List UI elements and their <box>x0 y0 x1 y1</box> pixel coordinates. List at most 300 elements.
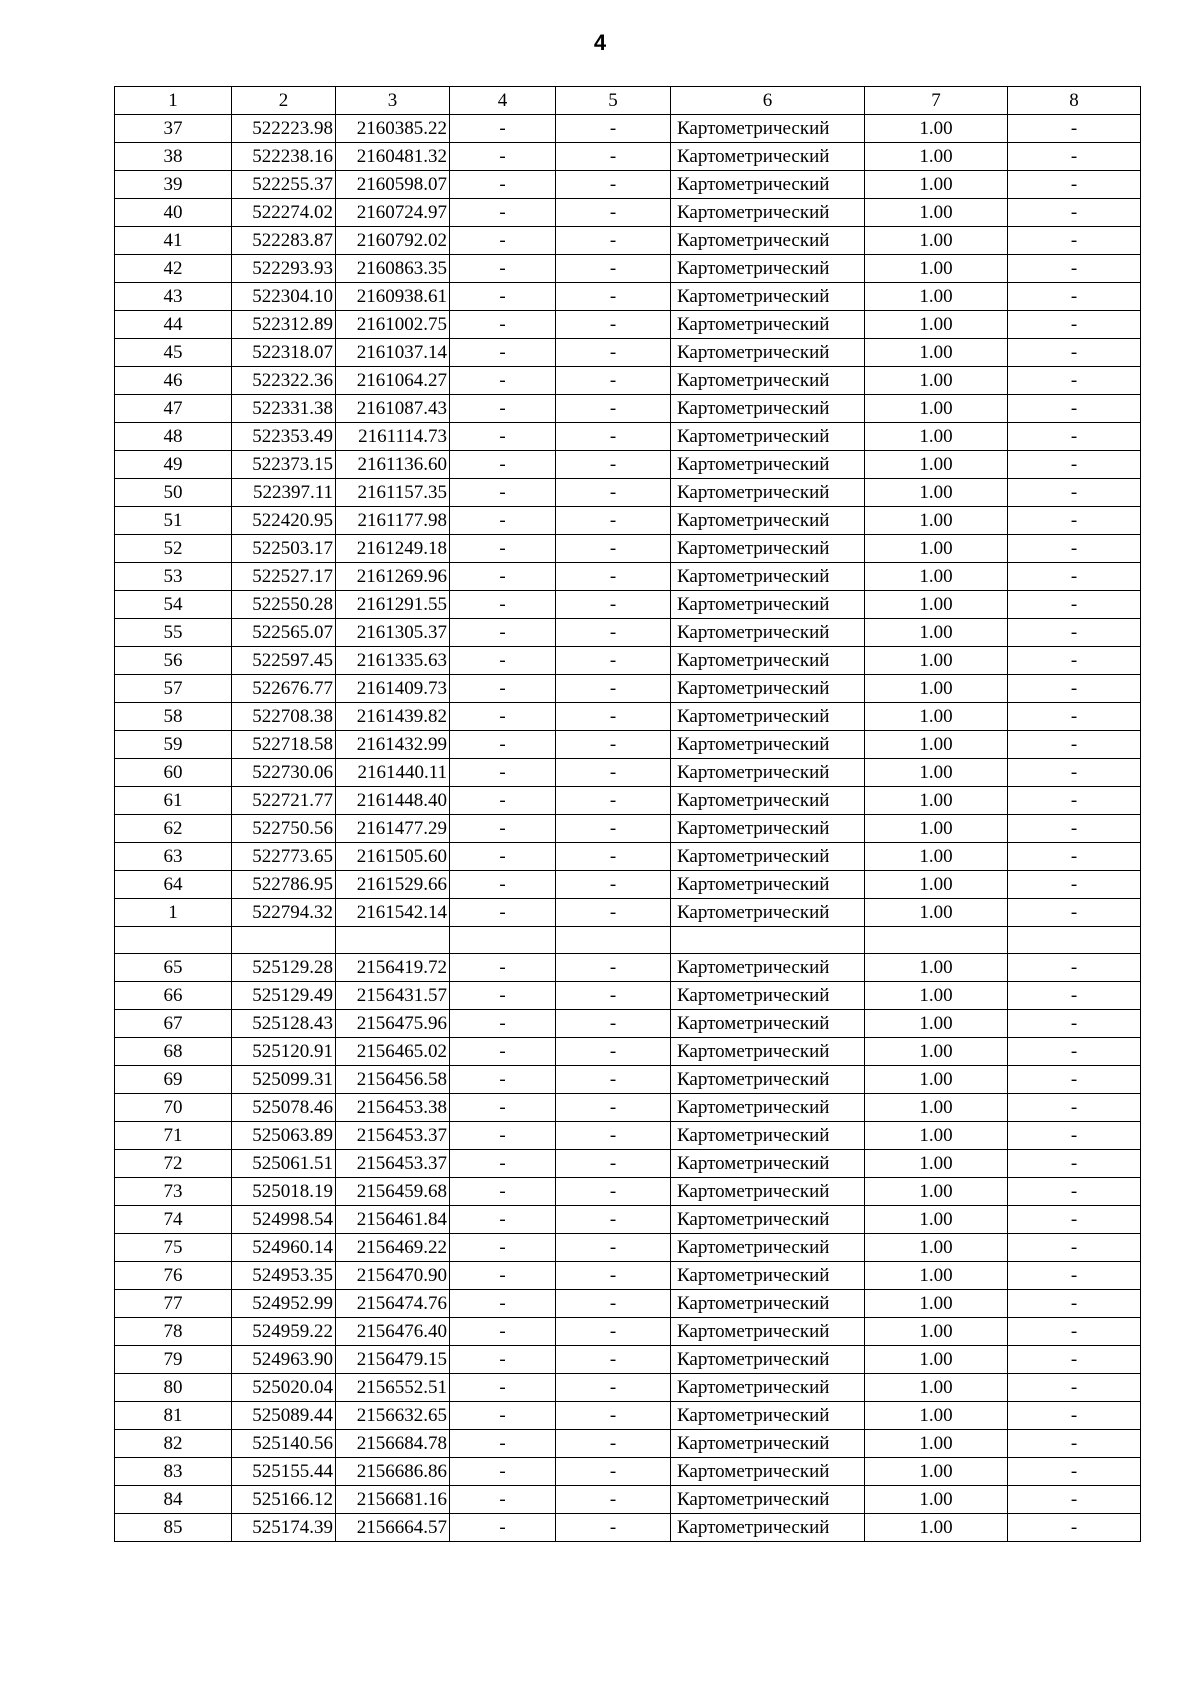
accuracy-cell: 1.00 <box>865 1458 1008 1486</box>
column-5-cell: - <box>556 1010 671 1038</box>
column-8-cell: - <box>1008 1038 1141 1066</box>
column-8-cell: - <box>1008 954 1141 982</box>
accuracy-cell: 1.00 <box>865 1430 1008 1458</box>
method-cell: Картометрический <box>671 283 865 311</box>
x-coordinate-cell: 522565.07 <box>232 619 336 647</box>
method-cell: Картометрический <box>671 507 865 535</box>
method-cell: Картометрический <box>671 619 865 647</box>
y-coordinate-cell: 2156419.72 <box>336 954 450 982</box>
y-coordinate-cell: 2160385.22 <box>336 115 450 143</box>
point-number-cell: 49 <box>115 451 232 479</box>
method-cell: Картометрический <box>671 423 865 451</box>
method-cell: Картометрический <box>671 1094 865 1122</box>
point-number-cell: 72 <box>115 1150 232 1178</box>
column-5-cell: - <box>556 563 671 591</box>
point-number-cell: 1 <box>115 899 232 927</box>
page-number: 4 <box>593 30 607 55</box>
column-5-cell: - <box>556 703 671 731</box>
x-coordinate-cell: 522293.93 <box>232 255 336 283</box>
column-8-cell: - <box>1008 1206 1141 1234</box>
method-cell: Картометрический <box>671 311 865 339</box>
accuracy-cell: 1.00 <box>865 1010 1008 1038</box>
accuracy-cell: 1.00 <box>865 367 1008 395</box>
y-coordinate-cell: 2156465.02 <box>336 1038 450 1066</box>
column-4-cell: - <box>450 563 556 591</box>
x-coordinate-cell: 522730.06 <box>232 759 336 787</box>
column-4-cell: - <box>450 1346 556 1374</box>
point-number-cell: 40 <box>115 199 232 227</box>
column-4-cell: - <box>450 1094 556 1122</box>
column-4-cell: - <box>450 982 556 1010</box>
accuracy-cell: 1.00 <box>865 1094 1008 1122</box>
column-8-cell: - <box>1008 591 1141 619</box>
accuracy-cell: 1.00 <box>865 703 1008 731</box>
column-5-cell: - <box>556 1038 671 1066</box>
column-4-cell: - <box>450 507 556 535</box>
method-cell: Картометрический <box>671 675 865 703</box>
column-5-cell: - <box>556 871 671 899</box>
x-coordinate-cell: 525174.39 <box>232 1514 336 1542</box>
accuracy-cell: 1.00 <box>865 1122 1008 1150</box>
table-row <box>115 311 1141 339</box>
column-4-cell: - <box>450 1234 556 1262</box>
table-row <box>115 255 1141 283</box>
x-coordinate-cell: 524953.35 <box>232 1262 336 1290</box>
column-5-cell: - <box>556 143 671 171</box>
y-coordinate-cell: 2156456.58 <box>336 1066 450 1094</box>
y-coordinate-cell: 2156479.15 <box>336 1346 450 1374</box>
table-row <box>115 451 1141 479</box>
y-coordinate-cell: 2156469.22 <box>336 1234 450 1262</box>
point-number-cell: 42 <box>115 255 232 283</box>
method-cell: Картометрический <box>671 1122 865 1150</box>
accuracy-cell: 1.00 <box>865 954 1008 982</box>
x-coordinate-cell: 525020.04 <box>232 1374 336 1402</box>
column-4-cell: - <box>450 367 556 395</box>
accuracy-cell: 1.00 <box>865 1206 1008 1234</box>
table-row <box>115 1402 1141 1430</box>
x-coordinate-cell: 522274.02 <box>232 199 336 227</box>
table-row <box>115 1178 1141 1206</box>
method-cell: Картометрический <box>671 591 865 619</box>
column-5-cell: - <box>556 255 671 283</box>
column-4-cell: - <box>450 1458 556 1486</box>
method-cell: Картометрический <box>671 255 865 283</box>
table-row <box>115 479 1141 507</box>
method-cell: Картометрический <box>671 1486 865 1514</box>
column-8-cell: - <box>1008 479 1141 507</box>
column-4-cell: - <box>450 423 556 451</box>
column-4-cell: - <box>450 1122 556 1150</box>
y-coordinate-cell: 2156459.68 <box>336 1178 450 1206</box>
y-coordinate-cell: 2156684.78 <box>336 1430 450 1458</box>
accuracy-cell: 1.00 <box>865 395 1008 423</box>
point-number-cell: 41 <box>115 227 232 255</box>
point-number-cell: 58 <box>115 703 232 731</box>
x-coordinate-cell: 524952.99 <box>232 1290 336 1318</box>
table-row <box>115 171 1141 199</box>
column-8-cell: - <box>1008 1094 1141 1122</box>
y-coordinate-cell: 2156632.65 <box>336 1402 450 1430</box>
x-coordinate-cell: 525018.19 <box>232 1178 336 1206</box>
accuracy-cell: 1.00 <box>865 647 1008 675</box>
y-coordinate-cell: 2161439.82 <box>336 703 450 731</box>
point-number-cell: 52 <box>115 535 232 563</box>
table-row <box>115 675 1141 703</box>
column-4-cell: - <box>450 1206 556 1234</box>
column-4-cell: - <box>450 283 556 311</box>
table-row <box>115 283 1141 311</box>
column-header: 7 <box>865 87 1008 115</box>
column-5-cell: - <box>556 982 671 1010</box>
column-8-cell: - <box>1008 703 1141 731</box>
table-row <box>115 1066 1141 1094</box>
point-number-cell: 65 <box>115 954 232 982</box>
x-coordinate-cell: 524998.54 <box>232 1206 336 1234</box>
method-cell: Картометрический <box>671 1346 865 1374</box>
column-5-cell: - <box>556 899 671 927</box>
table-row <box>115 1094 1141 1122</box>
x-coordinate-cell: 525140.56 <box>232 1430 336 1458</box>
column-8-cell <box>1008 927 1141 954</box>
column-8-cell: - <box>1008 1430 1141 1458</box>
method-cell: Картометрический <box>671 871 865 899</box>
column-5-cell: - <box>556 1486 671 1514</box>
y-coordinate-cell: 2156470.90 <box>336 1262 450 1290</box>
x-coordinate-cell: 524959.22 <box>232 1318 336 1346</box>
table-body <box>115 115 1141 1542</box>
column-8-cell: - <box>1008 1402 1141 1430</box>
column-8-cell: - <box>1008 787 1141 815</box>
column-8-cell: - <box>1008 255 1141 283</box>
column-4-cell: - <box>450 1178 556 1206</box>
x-coordinate-cell: 524960.14 <box>232 1234 336 1262</box>
x-coordinate-cell: 525155.44 <box>232 1458 336 1486</box>
x-coordinate-cell: 522353.49 <box>232 423 336 451</box>
x-coordinate-cell: 522597.45 <box>232 647 336 675</box>
method-cell: Картометрический <box>671 395 865 423</box>
y-coordinate-cell: 2156475.96 <box>336 1010 450 1038</box>
column-4-cell: - <box>450 675 556 703</box>
y-coordinate-cell: 2160863.35 <box>336 255 450 283</box>
y-coordinate-cell: 2156431.57 <box>336 982 450 1010</box>
method-cell: Картометрический <box>671 954 865 982</box>
x-coordinate-cell: 524963.90 <box>232 1346 336 1374</box>
method-cell: Картометрический <box>671 1178 865 1206</box>
method-cell: Картометрический <box>671 199 865 227</box>
y-coordinate-cell: 2161432.99 <box>336 731 450 759</box>
column-5-cell: - <box>556 1206 671 1234</box>
accuracy-cell: 1.00 <box>865 451 1008 479</box>
column-5-cell: - <box>556 451 671 479</box>
point-number-cell: 63 <box>115 843 232 871</box>
y-coordinate-cell: 2161335.63 <box>336 647 450 675</box>
x-coordinate-cell: 522718.58 <box>232 731 336 759</box>
table-row <box>115 703 1141 731</box>
point-number-cell: 64 <box>115 871 232 899</box>
column-header: 1 <box>115 87 232 115</box>
point-number-cell: 50 <box>115 479 232 507</box>
column-4-cell: - <box>450 1038 556 1066</box>
x-coordinate-cell: 522503.17 <box>232 535 336 563</box>
method-cell: Картометрический <box>671 759 865 787</box>
method-cell: Картометрический <box>671 1402 865 1430</box>
method-cell: Картометрический <box>671 451 865 479</box>
accuracy-cell: 1.00 <box>865 1150 1008 1178</box>
table-row <box>115 954 1141 982</box>
column-8-cell: - <box>1008 1150 1141 1178</box>
column-5-cell: - <box>556 731 671 759</box>
table-row <box>115 591 1141 619</box>
table-row <box>115 395 1141 423</box>
method-cell: Картометрический <box>671 1430 865 1458</box>
method-cell: Картометрический <box>671 1262 865 1290</box>
column-8-cell: - <box>1008 1486 1141 1514</box>
column-8-cell: - <box>1008 731 1141 759</box>
column-8-cell: - <box>1008 899 1141 927</box>
y-coordinate-cell: 2161409.73 <box>336 675 450 703</box>
accuracy-cell: 1.00 <box>865 591 1008 619</box>
column-5-cell: - <box>556 1066 671 1094</box>
accuracy-cell: 1.00 <box>865 619 1008 647</box>
point-number-cell: 73 <box>115 1178 232 1206</box>
column-8-cell: - <box>1008 759 1141 787</box>
accuracy-cell: 1.00 <box>865 479 1008 507</box>
x-coordinate-cell: 522283.87 <box>232 227 336 255</box>
column-4-cell: - <box>450 703 556 731</box>
column-5-cell: - <box>556 171 671 199</box>
column-4-cell: - <box>450 647 556 675</box>
table-row <box>115 1122 1141 1150</box>
column-4-cell: - <box>450 1402 556 1430</box>
table-row <box>115 1430 1141 1458</box>
point-number-cell: 59 <box>115 731 232 759</box>
point-number-cell <box>115 927 232 954</box>
x-coordinate-cell <box>232 927 336 954</box>
table-row <box>115 535 1141 563</box>
x-coordinate-cell: 525129.49 <box>232 982 336 1010</box>
accuracy-cell: 1.00 <box>865 1178 1008 1206</box>
column-4-cell: - <box>450 1318 556 1346</box>
point-number-cell: 69 <box>115 1066 232 1094</box>
y-coordinate-cell: 2161505.60 <box>336 843 450 871</box>
column-5-cell: - <box>556 1374 671 1402</box>
column-8-cell: - <box>1008 1066 1141 1094</box>
y-coordinate-cell: 2161064.27 <box>336 367 450 395</box>
y-coordinate-cell: 2161305.37 <box>336 619 450 647</box>
table-row <box>115 423 1141 451</box>
method-cell: Картометрический <box>671 1234 865 1262</box>
y-coordinate-cell: 2156476.40 <box>336 1318 450 1346</box>
point-number-cell: 80 <box>115 1374 232 1402</box>
accuracy-cell: 1.00 <box>865 1402 1008 1430</box>
column-4-cell: - <box>450 395 556 423</box>
point-number-cell: 53 <box>115 563 232 591</box>
table-row <box>115 787 1141 815</box>
table-row <box>115 1458 1141 1486</box>
coordinates-table <box>114 86 1141 1542</box>
y-coordinate-cell: 2156664.57 <box>336 1514 450 1542</box>
column-8-cell: - <box>1008 115 1141 143</box>
table-row <box>115 759 1141 787</box>
column-4-cell: - <box>450 255 556 283</box>
column-5-cell: - <box>556 647 671 675</box>
accuracy-cell: 1.00 <box>865 982 1008 1010</box>
column-5-cell: - <box>556 619 671 647</box>
x-coordinate-cell: 522331.38 <box>232 395 336 423</box>
table-row <box>115 507 1141 535</box>
x-coordinate-cell: 522397.11 <box>232 479 336 507</box>
column-8-cell: - <box>1008 1346 1141 1374</box>
method-cell: Картометрический <box>671 703 865 731</box>
table-row <box>115 143 1141 171</box>
column-5-cell: - <box>556 1458 671 1486</box>
x-coordinate-cell: 525061.51 <box>232 1150 336 1178</box>
point-number-cell: 85 <box>115 1514 232 1542</box>
table-row <box>115 1486 1141 1514</box>
column-8-cell: - <box>1008 171 1141 199</box>
table-row <box>115 563 1141 591</box>
method-cell: Картометрический <box>671 647 865 675</box>
column-8-cell: - <box>1008 507 1141 535</box>
column-5-cell: - <box>556 227 671 255</box>
column-5-cell: - <box>556 339 671 367</box>
method-cell: Картометрический <box>671 1318 865 1346</box>
column-8-cell: - <box>1008 1262 1141 1290</box>
method-cell: Картометрический <box>671 563 865 591</box>
table-row <box>115 815 1141 843</box>
column-5-cell: - <box>556 591 671 619</box>
column-5-cell: - <box>556 535 671 563</box>
table-row <box>115 1318 1141 1346</box>
x-coordinate-cell: 522304.10 <box>232 283 336 311</box>
point-number-cell: 45 <box>115 339 232 367</box>
x-coordinate-cell: 525166.12 <box>232 1486 336 1514</box>
method-cell: Картометрический <box>671 339 865 367</box>
column-4-cell: - <box>450 199 556 227</box>
point-number-cell: 76 <box>115 1262 232 1290</box>
column-4-cell: - <box>450 339 556 367</box>
method-cell: Картометрический <box>671 227 865 255</box>
column-8-cell: - <box>1008 367 1141 395</box>
table-row <box>115 619 1141 647</box>
column-5-cell: - <box>556 1290 671 1318</box>
y-coordinate-cell: 2156681.16 <box>336 1486 450 1514</box>
accuracy-cell: 1.00 <box>865 563 1008 591</box>
column-8-cell: - <box>1008 283 1141 311</box>
x-coordinate-cell: 522550.28 <box>232 591 336 619</box>
column-4-cell: - <box>450 619 556 647</box>
x-coordinate-cell: 522721.77 <box>232 787 336 815</box>
column-4-cell: - <box>450 451 556 479</box>
table-row <box>115 1206 1141 1234</box>
y-coordinate-cell: 2161269.96 <box>336 563 450 591</box>
accuracy-cell: 1.00 <box>865 535 1008 563</box>
column-5-cell: - <box>556 787 671 815</box>
y-coordinate-cell: 2161448.40 <box>336 787 450 815</box>
table-row <box>115 1290 1141 1318</box>
point-number-cell: 51 <box>115 507 232 535</box>
y-coordinate-cell: 2160481.32 <box>336 143 450 171</box>
method-cell: Картометрический <box>671 479 865 507</box>
column-8-cell: - <box>1008 1318 1141 1346</box>
column-5-cell: - <box>556 115 671 143</box>
accuracy-cell: 1.00 <box>865 871 1008 899</box>
method-cell: Картометрический <box>671 982 865 1010</box>
point-number-cell: 81 <box>115 1402 232 1430</box>
table-row <box>115 199 1141 227</box>
column-4-cell: - <box>450 1514 556 1542</box>
column-5-cell: - <box>556 954 671 982</box>
accuracy-cell: 1.00 <box>865 1514 1008 1542</box>
column-8-cell: - <box>1008 1010 1141 1038</box>
column-8-cell: - <box>1008 535 1141 563</box>
column-header: 2 <box>232 87 336 115</box>
accuracy-cell: 1.00 <box>865 143 1008 171</box>
column-8-cell: - <box>1008 199 1141 227</box>
y-coordinate-cell: 2160938.61 <box>336 283 450 311</box>
accuracy-cell: 1.00 <box>865 675 1008 703</box>
accuracy-cell: 1.00 <box>865 255 1008 283</box>
x-coordinate-cell: 522318.07 <box>232 339 336 367</box>
table-row <box>115 227 1141 255</box>
y-coordinate-cell: 2156552.51 <box>336 1374 450 1402</box>
column-4-cell: - <box>450 479 556 507</box>
accuracy-cell: 1.00 <box>865 339 1008 367</box>
accuracy-cell: 1.00 <box>865 759 1008 787</box>
x-coordinate-cell: 522676.77 <box>232 675 336 703</box>
column-4-cell <box>450 927 556 954</box>
column-8-cell: - <box>1008 1458 1141 1486</box>
column-8-cell: - <box>1008 982 1141 1010</box>
table-row <box>115 1150 1141 1178</box>
column-5-cell: - <box>556 1514 671 1542</box>
column-8-cell: - <box>1008 1234 1141 1262</box>
table-row <box>115 339 1141 367</box>
column-5-cell: - <box>556 479 671 507</box>
y-coordinate-cell: 2156686.86 <box>336 1458 450 1486</box>
accuracy-cell: 1.00 <box>865 311 1008 339</box>
point-number-cell: 79 <box>115 1346 232 1374</box>
point-number-cell: 66 <box>115 982 232 1010</box>
y-coordinate-cell: 2161037.14 <box>336 339 450 367</box>
x-coordinate-cell: 522794.32 <box>232 899 336 927</box>
column-5-cell: - <box>556 1122 671 1150</box>
column-4-cell: - <box>450 1010 556 1038</box>
x-coordinate-cell: 525128.43 <box>232 1010 336 1038</box>
accuracy-cell: 1.00 <box>865 787 1008 815</box>
table-row <box>115 1010 1141 1038</box>
point-number-cell: 62 <box>115 815 232 843</box>
column-header: 4 <box>450 87 556 115</box>
point-number-cell: 37 <box>115 115 232 143</box>
accuracy-cell: 1.00 <box>865 507 1008 535</box>
column-8-cell: - <box>1008 619 1141 647</box>
y-coordinate-cell: 2161002.75 <box>336 311 450 339</box>
point-number-cell: 74 <box>115 1206 232 1234</box>
column-5-cell <box>556 927 671 954</box>
accuracy-cell: 1.00 <box>865 1374 1008 1402</box>
method-cell <box>671 927 865 954</box>
column-5-cell: - <box>556 423 671 451</box>
column-5-cell: - <box>556 843 671 871</box>
point-number-cell: 54 <box>115 591 232 619</box>
accuracy-cell: 1.00 <box>865 115 1008 143</box>
column-4-cell: - <box>450 227 556 255</box>
x-coordinate-cell: 525129.28 <box>232 954 336 982</box>
column-5-cell: - <box>556 1178 671 1206</box>
point-number-cell: 56 <box>115 647 232 675</box>
